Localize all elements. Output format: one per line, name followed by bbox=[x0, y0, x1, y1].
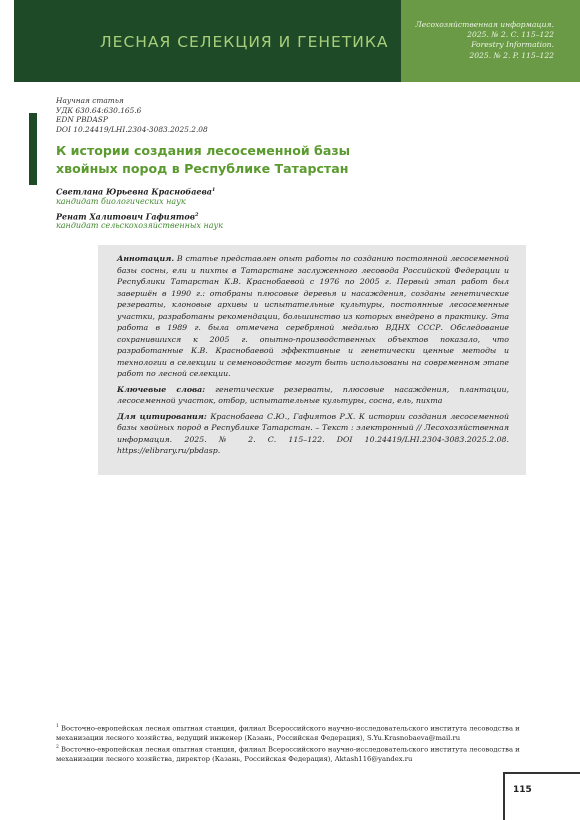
journal-citation-info bbox=[415, 20, 554, 61]
journal-info-line: Forestry Information. bbox=[471, 40, 554, 50]
header-dark-band bbox=[14, 0, 401, 82]
keywords bbox=[117, 384, 509, 407]
journal-info-line: Лесохозяйственная информация. bbox=[415, 20, 554, 29]
page-number: 115 bbox=[513, 785, 532, 795]
keywords-body: генетические резерваты, плюсовые насаждения, плантации, лесосеменной участок, отбор, испытательные культуры, сосна, ель, пихта bbox=[117, 384, 509, 405]
abstract-body: В статье представлен опыт работы по созданию постоянной лесосеменной базы сосны, ели и пихты в Татарстане заслуженного лесовода Российской Федерации и Республики Татарстан К.В. Краснобаевой с 1976 по 2005 г. Первый этап работ был завершён в 1990 г.: отобраны плюсовые деревья и насаждения, созданы генетические резерваты, клоновые архивы и испытательные культуры, постоянные лесосеменные участки, разработаны рекомендации, большинство из которых внедрено в практику. Эта работа в 1989 г. была отмечена серебряной медалью ВДНХ СССР. Обследование сохранившихся к 2005 г. опытно-производственных объектов показало, что разработанные К.В. Краснобаевой эффективные и генетически ценные методы и технологии в селекции и семеноводстве могут быть использованы на современном этапе работ по лесной селекции. bbox=[117, 254, 510, 378]
journal-info-line: 2025. № 2. P. 115–122 bbox=[469, 50, 554, 60]
journal-info-line: 2025. № 2. С. 115–122 bbox=[467, 30, 554, 40]
article-title: К истории создания лесосеменной базы хвойных пород в Республике Татарстан bbox=[56, 143, 351, 176]
footnote: $^1$ Восточно-европейская лесная опытная станция, филиал Всероссийского научно-исследовательского института лесоводства и механизации лесного хозяйства, ведущий инженер (Казань, Российская Федерация), S.Yu.Krasnobaeva@mail.ru bbox=[56, 724, 520, 742]
article-type: Научная статья bbox=[56, 96, 124, 105]
author-name: Светлана Юрьевна Краснобаева$^1$ bbox=[56, 186, 216, 197]
accent-bar bbox=[29, 113, 37, 185]
keywords-label: Ключевые слова: bbox=[117, 384, 206, 394]
citation bbox=[117, 411, 509, 457]
footnotes bbox=[56, 722, 528, 765]
udc: УДК 630.64:630.165.6 bbox=[56, 105, 142, 115]
author-degree: кандидат сельскохозяйственных наук bbox=[56, 221, 223, 231]
citation-label: Для цитирования: bbox=[117, 411, 207, 421]
article-meta bbox=[56, 96, 208, 134]
author-degree: кандидат биологических наук bbox=[56, 196, 186, 206]
abstract-paragraph bbox=[117, 253, 509, 380]
citation-body: Краснобаева С.Ю., Гафиятов Р.Х. К истории создания лесосеменной базы хвойных пород в Республике Татарстан. – Текст : электронный // Лесохозяйственная информация. 2025. № 2. С. 115–122. DOI 10.24419/LHI.2304-3083.2025.2.08. https://elibrary.ru/pbdasp. bbox=[117, 411, 510, 455]
footnote: $^2$ Восточно-европейская лесная опытная станция, филиал Всероссийского научно-исследовательского института лесоводства и механизации лесного хозяйства, директор (Казань, Российская Федерация), Aktash116@yandex.ru bbox=[56, 745, 520, 764]
abstract bbox=[117, 253, 509, 461]
author-name: Ренат Халитович Гафиятов$^2$ bbox=[56, 211, 199, 222]
journal-header bbox=[14, 0, 580, 82]
footer-rule-horizontal bbox=[503, 772, 580, 774]
authors bbox=[56, 185, 223, 234]
edn: EDN PBDASP bbox=[56, 115, 108, 125]
abstract-label: Аннотация. bbox=[117, 254, 175, 263]
doi: DOI 10.24419/LHI.2304-3083.2025.2.08 bbox=[56, 124, 208, 134]
footer-rule-vertical bbox=[503, 772, 505, 820]
section-title: ЛЕСНАЯ СЕЛЕКЦИЯ И ГЕНЕТИКА bbox=[100, 33, 389, 51]
